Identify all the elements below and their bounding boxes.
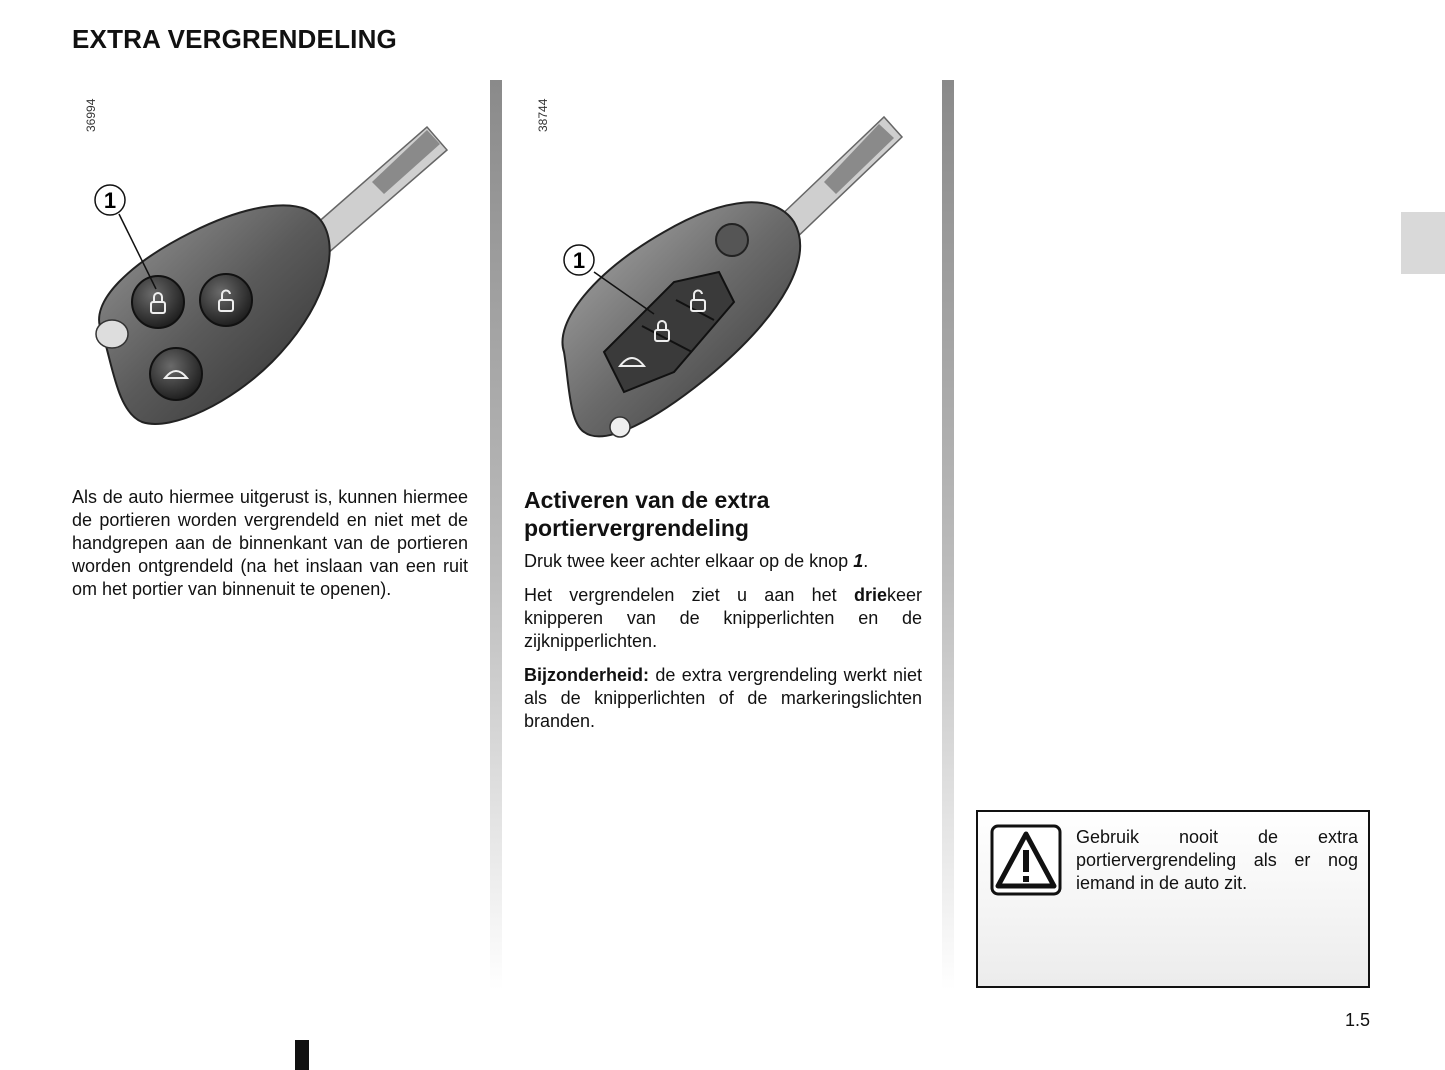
note-paragraph — [524, 664, 922, 733]
warning-box — [976, 810, 1370, 988]
intro-paragraph: Als de auto hiermee uitgerust is, kunnen hiermee de portieren worden vergrendeld en niet met de handgrepen aan de binnenkant van de portieren worden ontgrendeld (na het inslaan van een ruit om het portier van binnenuit te openen). — [72, 487, 468, 599]
key-flip-illustration — [524, 82, 924, 452]
confirmation-text-end: keer knipperen van de knipperlichten en de zijknipperlichten. — [524, 585, 922, 651]
figure-key-flip — [524, 82, 924, 452]
note-label: Bijzonderheid: — [524, 665, 649, 685]
figure-key-classic — [72, 82, 472, 452]
instruction-end: . — [863, 551, 869, 571]
chapter-tab — [1401, 212, 1445, 274]
figure-code: 36994 — [84, 98, 98, 132]
print-mark — [295, 1040, 309, 1070]
section-heading: Activeren van de extra portiervergrendeling — [524, 487, 770, 541]
confirmation-paragraph — [524, 584, 922, 653]
warning-triangle-icon — [990, 824, 1062, 896]
callout-1: 1 — [572, 248, 586, 273]
button-ref: 1 — [853, 551, 864, 571]
key-classic-illustration — [72, 82, 472, 452]
page-title: EXTRA VERGRENDELING — [72, 24, 397, 54]
column-divider-right — [942, 80, 954, 990]
confirmation-bold: drie — [853, 585, 887, 605]
confirmation-text-start: Het vergrendelen ziet u aan het — [524, 585, 854, 605]
instruction-text: Druk twee keer achter elkaar op de knop — [524, 551, 854, 571]
figure-code: 38744 — [536, 98, 550, 132]
note-text: de extra vergrendeling werkt niet als de knipperlichten of de markeringslichten branden. — [524, 665, 922, 731]
column-divider-left — [490, 80, 502, 990]
callout-1: 1 — [103, 188, 117, 213]
instruction-paragraph — [524, 550, 924, 573]
page-number: 1.5 — [1345, 1010, 1371, 1030]
warning-text: Gebruik nooit de extra portiervergrendeling als er nog iemand in de auto zit. — [1076, 827, 1358, 893]
